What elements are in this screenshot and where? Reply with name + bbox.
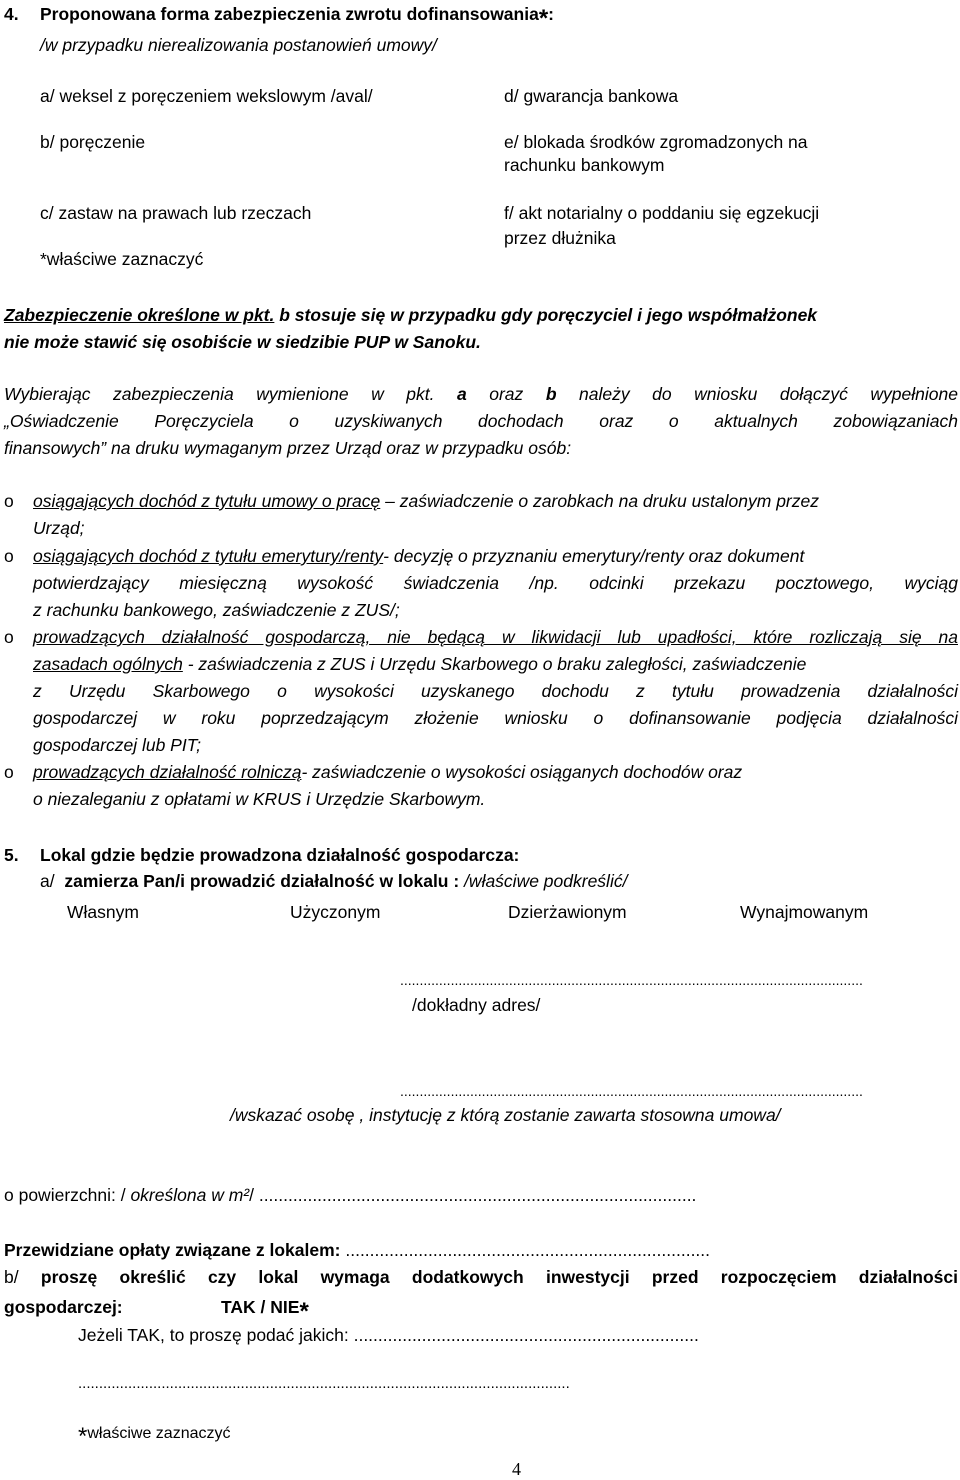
bullet-marker: o	[4, 762, 14, 782]
note-b-rest: b stosuje się w przypadku gdy poręczyciel i jego współmałżonek	[279, 305, 818, 325]
option-e-line1: e/ blokada środków zgromadzonych na	[504, 132, 808, 152]
note-b-line2: nie może stawić się osobiście w siedzibie PUP w Sanoku.	[4, 332, 481, 352]
para-ref-a: a	[457, 384, 467, 404]
para-line2: „Oświadczenie Poręczyciela o uzyskiwanych dochodach oraz o aktualnych zobowiązaniach	[4, 411, 958, 431]
bullet-1-text: – zaświadczenie o zarobkach na druku ustalonym przez	[380, 491, 819, 511]
asterisk-marker: *	[299, 1298, 309, 1325]
option-d: d/ gwarancja bankowa	[504, 86, 679, 106]
area-field[interactable]	[4, 1185, 696, 1206]
bullet-2-text: - decyzję o przyznaniu emerytury/renty oraz dokument	[383, 546, 805, 566]
bullet-4-line1	[33, 762, 958, 783]
bullet-3-line1: prowadzących działalność gospodarczą, nie będącą w likwidacji lub upadłości, które rozliczają się na	[33, 627, 958, 647]
section-4-subheading: /w przypadku nierealizowania postanowień umowy/	[40, 35, 437, 55]
page-number: 4	[512, 1459, 521, 1479]
bullet-3-line3: z Urzędu Skarbowego o wysokości uzyskanego dochodu z tytułu prowadzenia działalności	[33, 681, 958, 701]
bullet-1-category: osiągających dochód z tytułu umowy o pracę	[33, 491, 381, 511]
section-5-a-instruction: /właściwe podkreślić/	[464, 871, 628, 891]
bullet-4-text: - zaświadczenie o wysokości osiąganych dochodów oraz	[301, 762, 743, 782]
fees-dots: ...........................................................................	[345, 1240, 711, 1260]
mark-note: *właściwe zaznaczyć	[40, 249, 204, 269]
bullet-3-text: - zaświadczenia z ZUS i Urzędu Skarbowego o braku zaległości, zaświadczenie	[182, 654, 807, 674]
option-f-line1: f/ akt notarialny o poddaniu się egzekucji	[504, 203, 820, 223]
section-5-number: 5.	[4, 845, 19, 865]
option-a: a/ weksel z poręczeniem wekslowym /aval/	[40, 86, 373, 106]
option-b: b/ poręczenie	[40, 132, 146, 152]
section-4-heading-text: Proponowana forma zabezpieczenia zwrotu dofinansowania	[40, 4, 539, 24]
person-dotted-line[interactable]: .......................................................................................................................	[400, 1083, 863, 1099]
bullet-1-line2: Urząd;	[33, 518, 85, 538]
bullet-3-category: zasadach ogólnych	[33, 654, 183, 674]
section-5-b-line1	[4, 1267, 958, 1288]
option-f-line2: przez dłużnika	[504, 228, 616, 248]
area-unit: określona w m²	[130, 1185, 250, 1205]
section-5-b-question: proszę określić czy lokal wymaga dodatkowych inwestycji przed rozpoczęciem działalności	[40, 1267, 958, 1287]
bullet-4-category: prowadzących działalność rolniczą	[33, 762, 302, 782]
bullet-2-line1	[33, 546, 958, 567]
bullet-2-line2: potwierdzający miesięczną wysokość świadczenia /np. odcinki przekazu pocztowego, wyciąg	[33, 573, 958, 593]
para-text: Wybierając zabezpieczenia wymienione w pkt.	[4, 384, 435, 404]
section-5-b-line2: gospodarczej:	[4, 1297, 123, 1317]
address-label: /dokładny adres/	[412, 995, 541, 1015]
section-5-heading: Lokal gdzie będzie prowadzona działalność gospodarcza:	[40, 845, 520, 865]
bullet-1-line1	[33, 491, 958, 512]
section-5-a	[40, 871, 627, 892]
option-lent[interactable]: Użyczonym	[290, 902, 381, 922]
heading-colon: :	[548, 4, 554, 24]
para-line1	[4, 384, 958, 405]
bullet-marker: o	[4, 546, 14, 566]
fees-field[interactable]	[4, 1240, 710, 1261]
bullet-2-line3: z rachunku bankowego, zaświadczenie z ZUS/;	[33, 600, 400, 620]
asterisk-marker: *	[538, 5, 549, 32]
option-rented[interactable]: Wynajmowanym	[740, 902, 869, 922]
section-4-heading	[40, 4, 554, 32]
option-e-line2: rachunku bankowym	[504, 155, 665, 175]
section-5-a-question: zamierza Pan/i prowadzić działalność w lokalu :	[64, 871, 460, 891]
tak-nie-choice[interactable]	[221, 1297, 309, 1325]
bullet-3-line4: gospodarczej w roku poprzedzającym złożenie wniosku o dofinansowanie podjęcia działalności	[33, 708, 958, 728]
footer-note-text: właściwe zaznaczyć	[87, 1425, 231, 1442]
item-prefix: a/	[40, 871, 55, 891]
para-text: należy do wniosku dołączyć wypełnione	[579, 384, 958, 404]
bullet-marker: o	[4, 491, 14, 511]
note-b-line1	[4, 305, 958, 326]
bullet-3-line5: gospodarczej lub PIT;	[33, 735, 201, 755]
section-4-number: 4.	[4, 4, 19, 24]
para-line3: finansowych” na druku wymaganym przez Urząd oraz w przypadku osób:	[4, 438, 572, 458]
asterisk-marker: *	[78, 1423, 88, 1450]
tak-nie-text[interactable]: TAK / NIE	[221, 1297, 300, 1317]
para-ref-b: b	[545, 384, 557, 404]
area-dots: / ..........................................................................................	[249, 1185, 697, 1205]
note-b-underlined: Zabezpieczenie określone w pkt.	[4, 305, 275, 325]
para-text: oraz	[489, 384, 524, 404]
fees-label: Przewidziane opłaty związane z lokalem:	[4, 1240, 346, 1260]
footer-note	[78, 1422, 231, 1450]
bullet-marker: o	[4, 627, 14, 647]
area-label: o powierzchni: /	[4, 1185, 131, 1205]
option-c: c/ zastaw na prawach lub rzeczach	[40, 203, 312, 223]
item-prefix: b/	[4, 1267, 19, 1287]
if-yes-field[interactable]: Jeżeli TAK, to proszę podać jakich: .......................................................................	[78, 1325, 699, 1345]
person-label: /wskazać osobę , instytucję z którą zostanie zawarta stosowna umowa/	[230, 1105, 781, 1125]
address-dotted-line[interactable]: .......................................................................................................................	[400, 972, 863, 988]
bullet-2-category: osiągających dochód z tytułu emerytury/renty	[33, 546, 384, 566]
bullet-3-line2	[33, 654, 958, 675]
option-own[interactable]: Własnym	[67, 902, 139, 922]
bullet-4-line2: o niezaleganiu z opłatami w KRUS i Urzędzie Skarbowym.	[33, 789, 486, 809]
option-leased[interactable]: Dzierżawionym	[508, 902, 627, 922]
if-yes-dotted-line[interactable]: ......................................................................................................................	[78, 1375, 570, 1392]
